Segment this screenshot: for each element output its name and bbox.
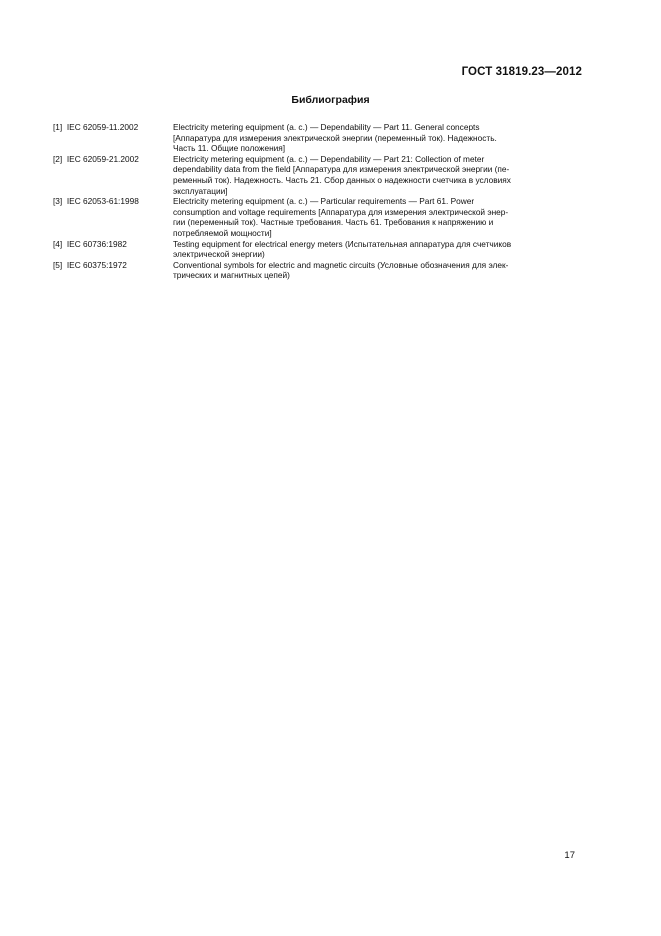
entry-line: Electricity metering equipment (a. c.) — Dependability — Part 21: Collection of meter: [173, 153, 485, 164]
page-title: Библиография: [291, 94, 370, 106]
entry-description: [173, 122, 576, 154]
entry-line: consumption and voltage requirements [Аппаратура для измерения электрической энер-: [173, 206, 509, 217]
entry-line: трических и магнитных цепей): [173, 270, 290, 281]
entry-line: [Аппаратура для измерения электрической энергии (переменный ток). Надежность.: [173, 132, 497, 143]
entry-reference: [53, 122, 173, 154]
entry-line: Часть 11. Общие положения]: [173, 143, 286, 154]
entry-standard: IEC 62059-21.2002: [66, 153, 139, 164]
entry-description: [173, 196, 576, 238]
entry-line: потребляемой мощности]: [173, 227, 272, 238]
entry-number: [2]: [53, 153, 63, 164]
bibliography-entry: [53, 196, 576, 238]
bibliography-entry: [53, 122, 576, 154]
bibliography-entry: [53, 239, 576, 260]
entry-reference: [53, 260, 173, 281]
entry-reference: [53, 154, 173, 196]
entry-line: ременный ток). Надежность. Часть 21. Сбор данных о надежности счетчика в условиях: [173, 174, 511, 185]
entry-description: [173, 239, 576, 260]
page-number: 17: [564, 850, 575, 861]
bibliography-entry: [53, 260, 576, 281]
entry-line: Electricity metering equipment (a. c.) — Particular requirements — Part 61. Power: [173, 196, 475, 207]
entry-reference: [53, 196, 173, 238]
bibliography-list: [53, 122, 576, 281]
bibliography-entry: [53, 154, 576, 196]
entry-standard: IEC 60736:1982: [66, 238, 127, 249]
entry-standard: IEC 60375:1972: [66, 259, 127, 270]
entry-number: [3]: [53, 196, 63, 207]
entry-line: Conventional symbols for electric and magnetic circuits (Условные обозначения для элек-: [173, 259, 509, 270]
entry-reference: [53, 239, 173, 260]
entry-number: [5]: [53, 259, 63, 270]
entry-line: dependability data from the field [Аппаратура для измерения электрической энергии (пе-: [173, 164, 510, 175]
entry-number: [1]: [53, 122, 63, 132]
entry-number: [4]: [53, 238, 63, 249]
document-code: ГОСТ 31819.23—2012: [461, 66, 582, 78]
entry-line: электрической энергии): [173, 249, 265, 260]
entry-line: Testing equipment for electrical energy meters (Испытательная аппаратура для счетчиков: [173, 238, 512, 249]
entry-description: [173, 260, 576, 281]
entry-description: [173, 154, 576, 196]
entry-line: гии (переменный ток). Частные требования. Часть 61. Требования к напряжению и: [173, 217, 494, 228]
entry-standard: IEC 62059-11.2002: [66, 122, 139, 132]
entry-line: Electricity metering equipment (a. c.) — Dependability — Part 11. General concepts: [173, 122, 480, 132]
entry-standard: IEC 62053-61:1998: [66, 196, 139, 207]
entry-line: эксплуатации]: [173, 185, 228, 196]
